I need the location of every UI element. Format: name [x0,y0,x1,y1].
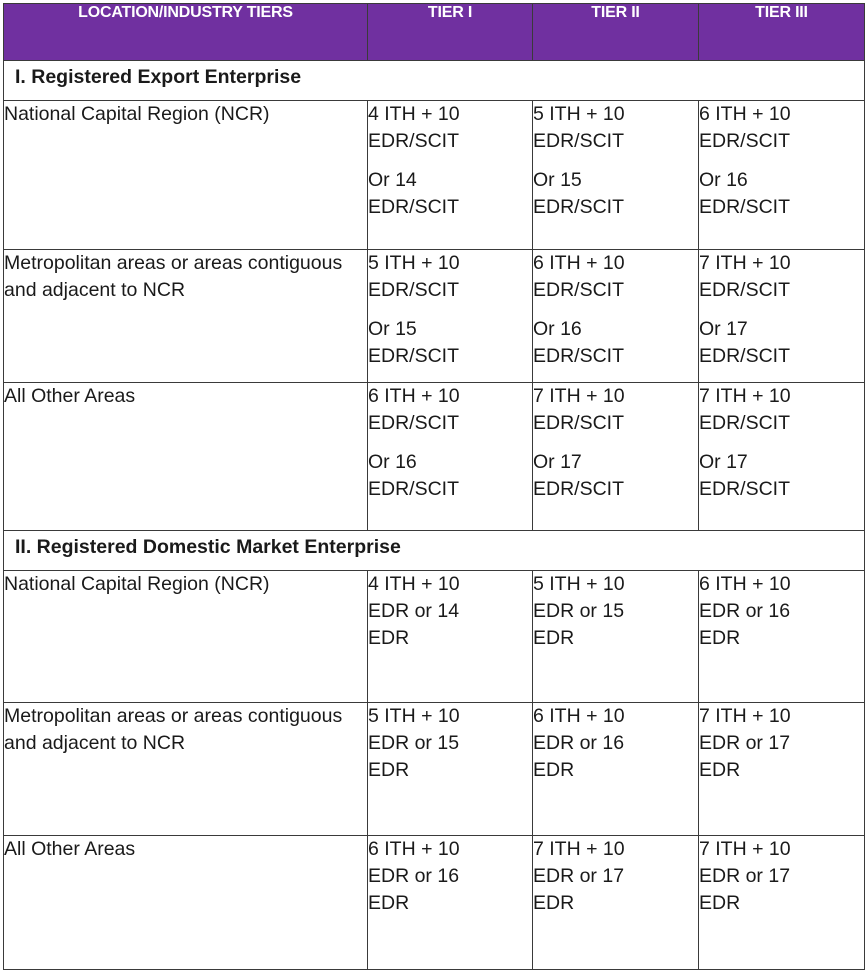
table-row [4,571,865,703]
tier-alt-line: Or 15 [368,318,417,340]
location-cell: Metropolitan areas or areas contiguous and adjacent to NCR [4,703,368,836]
tier-3-cell [699,101,865,250]
tier-value-line: EDR [699,627,741,649]
tier-value-line: EDR/SCIT [533,279,625,301]
header-tier-2: TIER II [533,4,699,61]
tier-alt-line: EDR/SCIT [368,478,460,500]
header-row [4,4,865,61]
tier-alt-line: Or 14 [368,169,417,191]
tier-1-cell [368,571,533,703]
tier-value-line: EDR [368,627,410,649]
tier-2-cell [533,703,699,836]
tier-value-line: 6 ITH + 10 [699,573,791,595]
header-tier-1: TIER I [368,4,533,61]
tier-value-line: 7 ITH + 10 [699,385,791,407]
tier-value-line: 4 ITH + 10 [368,573,460,595]
tier-value-line: EDR or 15 [368,732,460,754]
tier-value-line: EDR/SCIT [533,412,625,434]
tier-value-line: EDR/SCIT [368,130,460,152]
tier-value-line: EDR/SCIT [699,130,791,152]
tier-alt-line: EDR/SCIT [699,345,791,367]
tier-alt-line: Or 16 [533,318,582,340]
tier-value-line: 7 ITH + 10 [699,252,791,274]
tier-value-line: EDR/SCIT [533,130,625,152]
tier-alt-line: Or 17 [699,451,748,473]
tier-value-line: EDR [533,892,575,914]
location-cell: National Capital Region (NCR) [4,101,368,250]
tier-3-cell [699,571,865,703]
tier-1-cell [368,836,533,970]
tier-value-line: EDR or 16 [533,732,625,754]
location-cell: All Other Areas [4,383,368,531]
section-title: I. Registered Export Enterprise [4,61,865,101]
tier-alt-line: Or 17 [699,318,748,340]
tier-value-line: EDR/SCIT [368,279,460,301]
tier-2-cell [533,571,699,703]
tier-value-line: EDR/SCIT [699,412,791,434]
tier-value-line: 5 ITH + 10 [533,103,625,125]
tier-alt-line: EDR/SCIT [533,345,625,367]
tier-value-line: EDR/SCIT [699,279,791,301]
tier-value-line: 7 ITH + 10 [533,385,625,407]
tier-value-line: EDR/SCIT [368,412,460,434]
tier-value-line: 7 ITH + 10 [699,705,791,727]
tier-1-cell [368,250,533,383]
tier-value-line: 6 ITH + 10 [368,838,460,860]
tier-value-line: EDR or 17 [533,865,625,887]
tier-value-line: 6 ITH + 10 [533,252,625,274]
tier-3-cell [699,836,865,970]
tier-alt-line: Or 15 [533,169,582,191]
tier-value-line: 5 ITH + 10 [368,252,460,274]
header-tier-3: TIER III [699,4,865,61]
tier-3-cell [699,383,865,531]
section-row-export [4,61,865,101]
header-location-industry-tiers: LOCATION/INDUSTRY TIERS [4,4,368,61]
tier-value-line: EDR [533,759,575,781]
location-cell: Metropolitan areas or areas contiguous and adjacent to NCR [4,250,368,383]
tier-value-line: 7 ITH + 10 [699,838,791,860]
table-header [4,4,865,61]
tier-alt-line: Or 16 [368,451,417,473]
tier-3-cell [699,250,865,383]
tier-value-line: EDR or 17 [699,865,791,887]
tier-1-cell [368,101,533,250]
tier-alt-line: EDR/SCIT [699,196,791,218]
incentive-tiers-table [3,3,865,970]
tier-value-line: EDR [368,759,410,781]
tier-alt-line: EDR/SCIT [368,196,460,218]
tier-value-line: EDR [699,759,741,781]
table-row [4,836,865,970]
tier-value-line: 4 ITH + 10 [368,103,460,125]
tier-alt-line: Or 17 [533,451,582,473]
tier-value-line: EDR or 14 [368,600,460,622]
tier-value-line: 5 ITH + 10 [368,705,460,727]
table-row [4,383,865,531]
tier-value-line: 7 ITH + 10 [533,838,625,860]
tier-value-line: EDR [533,627,575,649]
tier-2-cell [533,383,699,531]
tier-value-line: EDR or 17 [699,732,791,754]
tier-1-cell [368,383,533,531]
location-cell: All Other Areas [4,836,368,970]
tier-alt-line: EDR/SCIT [699,478,791,500]
tier-alt-line: EDR/SCIT [533,196,625,218]
tier-value-line: EDR [699,892,741,914]
tier-2-cell [533,250,699,383]
tier-2-cell [533,101,699,250]
tier-value-line: EDR [368,892,410,914]
tier-alt-line: EDR/SCIT [533,478,625,500]
tier-value-line: EDR or 16 [368,865,460,887]
tier-value-line: EDR or 15 [533,600,625,622]
tier-1-cell [368,703,533,836]
table-row [4,250,865,383]
tier-alt-line: Or 16 [699,169,748,191]
location-cell: National Capital Region (NCR) [4,571,368,703]
tier-value-line: 6 ITH + 10 [699,103,791,125]
table-row [4,703,865,836]
tier-value-line: 6 ITH + 10 [368,385,460,407]
tier-2-cell [533,836,699,970]
table-row [4,101,865,250]
tier-value-line: 6 ITH + 10 [533,705,625,727]
tier-alt-line: EDR/SCIT [368,345,460,367]
section-row-domestic [4,531,865,571]
tier-value-line: 5 ITH + 10 [533,573,625,595]
section-title: II. Registered Domestic Market Enterprise [4,531,865,571]
tier-value-line: EDR or 16 [699,600,791,622]
tier-3-cell [699,703,865,836]
